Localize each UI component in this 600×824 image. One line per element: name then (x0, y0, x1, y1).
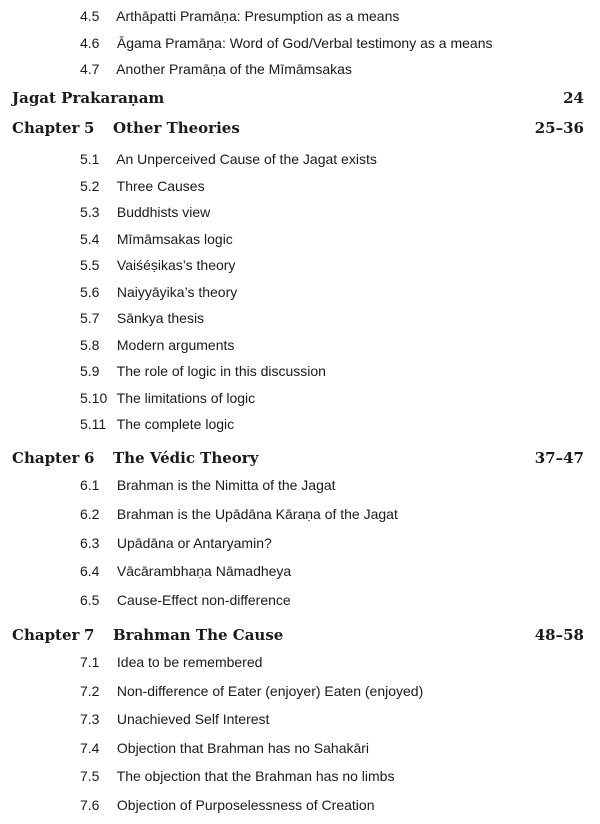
toc-item (80, 767, 580, 785)
toc-item (80, 150, 580, 168)
toc-item (80, 256, 580, 274)
item-number: 6.1 (80, 477, 100, 493)
toc-item (80, 309, 580, 327)
section-title: Jagat Prakaraṇam (12, 89, 165, 107)
toc-item (80, 389, 580, 407)
chapter-pages: 25–36 (534, 119, 584, 137)
item-number: 4.5 (80, 8, 100, 24)
toc-item (80, 362, 580, 380)
chapter-label: Chapter (12, 449, 80, 467)
item-number: 6.2 (80, 506, 100, 522)
item-title: Arthāpatti Pramāṇa: Presumption as a means (116, 8, 400, 24)
item-title: Mīmāmsakas logic (116, 231, 233, 247)
chapter-heading (0, 118, 600, 138)
item-number: 6.3 (80, 535, 100, 551)
item-number: 5.10 (80, 390, 108, 406)
chapter-label: Chapter (12, 119, 80, 137)
item-title: Objection that Brahman has no Sahakāri (116, 740, 370, 756)
item-number: 5.5 (80, 257, 100, 273)
item-number: 7.4 (80, 740, 100, 756)
chapter-pages: 48–58 (534, 626, 584, 644)
toc-item (80, 682, 580, 700)
item-title: The limitations of logic (116, 390, 256, 406)
item-number: 7.3 (80, 711, 100, 727)
item-number: 4.7 (80, 61, 100, 77)
toc-item (80, 203, 580, 221)
chapter-number: 5 (84, 119, 95, 137)
chapter-pages: 37–47 (534, 449, 584, 467)
item-title: Vaiśéṣikas’s theory (116, 257, 236, 273)
toc-item (80, 739, 580, 757)
item-title: Naiyyāyika’s theory (116, 284, 238, 300)
item-title: Upādāna or Antaryamin? (116, 535, 272, 551)
chapter-heading (0, 448, 600, 468)
section-heading (0, 88, 600, 108)
chapter-number: 7 (84, 626, 95, 644)
item-number: 7.5 (80, 768, 100, 784)
item-title: Āgama Pramāṇa: Word of God/Verbal testimony as a means (116, 35, 493, 51)
item-title: Vācārambhaṇa Nāmadheya (116, 563, 292, 579)
item-number: 7.6 (80, 797, 100, 813)
item-title: Idea to be remembered (116, 654, 263, 670)
item-title: Brahman is the Nimitta of the Jagat (116, 477, 336, 493)
item-title: Non-difference of Eater (enjoyer) Eaten (enjoyed) (116, 683, 424, 699)
chapter-label: Chapter (12, 626, 80, 644)
item-number: 5.3 (80, 204, 100, 220)
item-number: 5.1 (80, 151, 100, 167)
item-title: Another Pramāṇa of the Mīmāmsakas (116, 61, 352, 77)
toc-item (80, 505, 580, 523)
toc-item (80, 710, 580, 728)
item-number: 6.4 (80, 563, 100, 579)
item-number: 7.2 (80, 683, 100, 699)
toc-item (80, 534, 580, 552)
item-title: The role of logic in this discussion (116, 363, 326, 379)
toc-item (80, 653, 580, 671)
toc-item (80, 230, 580, 248)
item-title: Unachieved Self Interest (116, 711, 270, 727)
toc-item (80, 336, 580, 354)
toc-item (80, 476, 580, 494)
item-title: An Unperceived Cause of the Jagat exists (116, 151, 377, 167)
toc-item (80, 283, 580, 301)
chapter-title: Other Theories (113, 119, 240, 137)
item-number: 6.5 (80, 592, 100, 608)
toc-item (80, 60, 580, 78)
item-number: 5.8 (80, 337, 100, 353)
item-number: 5.4 (80, 231, 100, 247)
item-title: Buddhists view (116, 204, 211, 220)
item-title: The objection that the Brahman has no limbs (116, 768, 395, 784)
section-pages: 24 (563, 89, 584, 107)
item-number: 5.6 (80, 284, 100, 300)
toc-item (80, 796, 580, 814)
toc-item (80, 415, 580, 433)
toc-item (80, 34, 580, 52)
toc-item (80, 177, 580, 195)
toc-item (80, 591, 580, 609)
item-number: 4.6 (80, 35, 100, 51)
toc-item (80, 7, 580, 25)
chapter-number: 6 (84, 449, 95, 467)
chapter-title: The Védic Theory (113, 449, 259, 467)
item-number: 5.11 (80, 416, 107, 432)
chapter-heading (0, 625, 600, 645)
item-title: Brahman is the Upādāna Kāraṇa of the Jagat (116, 506, 398, 522)
chapter-title: Brahman The Cause (113, 626, 284, 644)
item-title: Cause-Effect non-difference (116, 592, 291, 608)
item-number: 5.9 (80, 363, 100, 379)
item-title: The complete logic (116, 416, 235, 432)
item-number: 7.1 (80, 654, 100, 670)
item-title: Three Causes (116, 178, 205, 194)
item-number: 5.2 (80, 178, 100, 194)
item-title: Sānkya thesis (116, 310, 205, 326)
item-number: 5.7 (80, 310, 100, 326)
item-title: Modern arguments (116, 337, 235, 353)
item-title: Objection of Purposelessness of Creation (116, 797, 375, 813)
toc-item (80, 562, 580, 580)
